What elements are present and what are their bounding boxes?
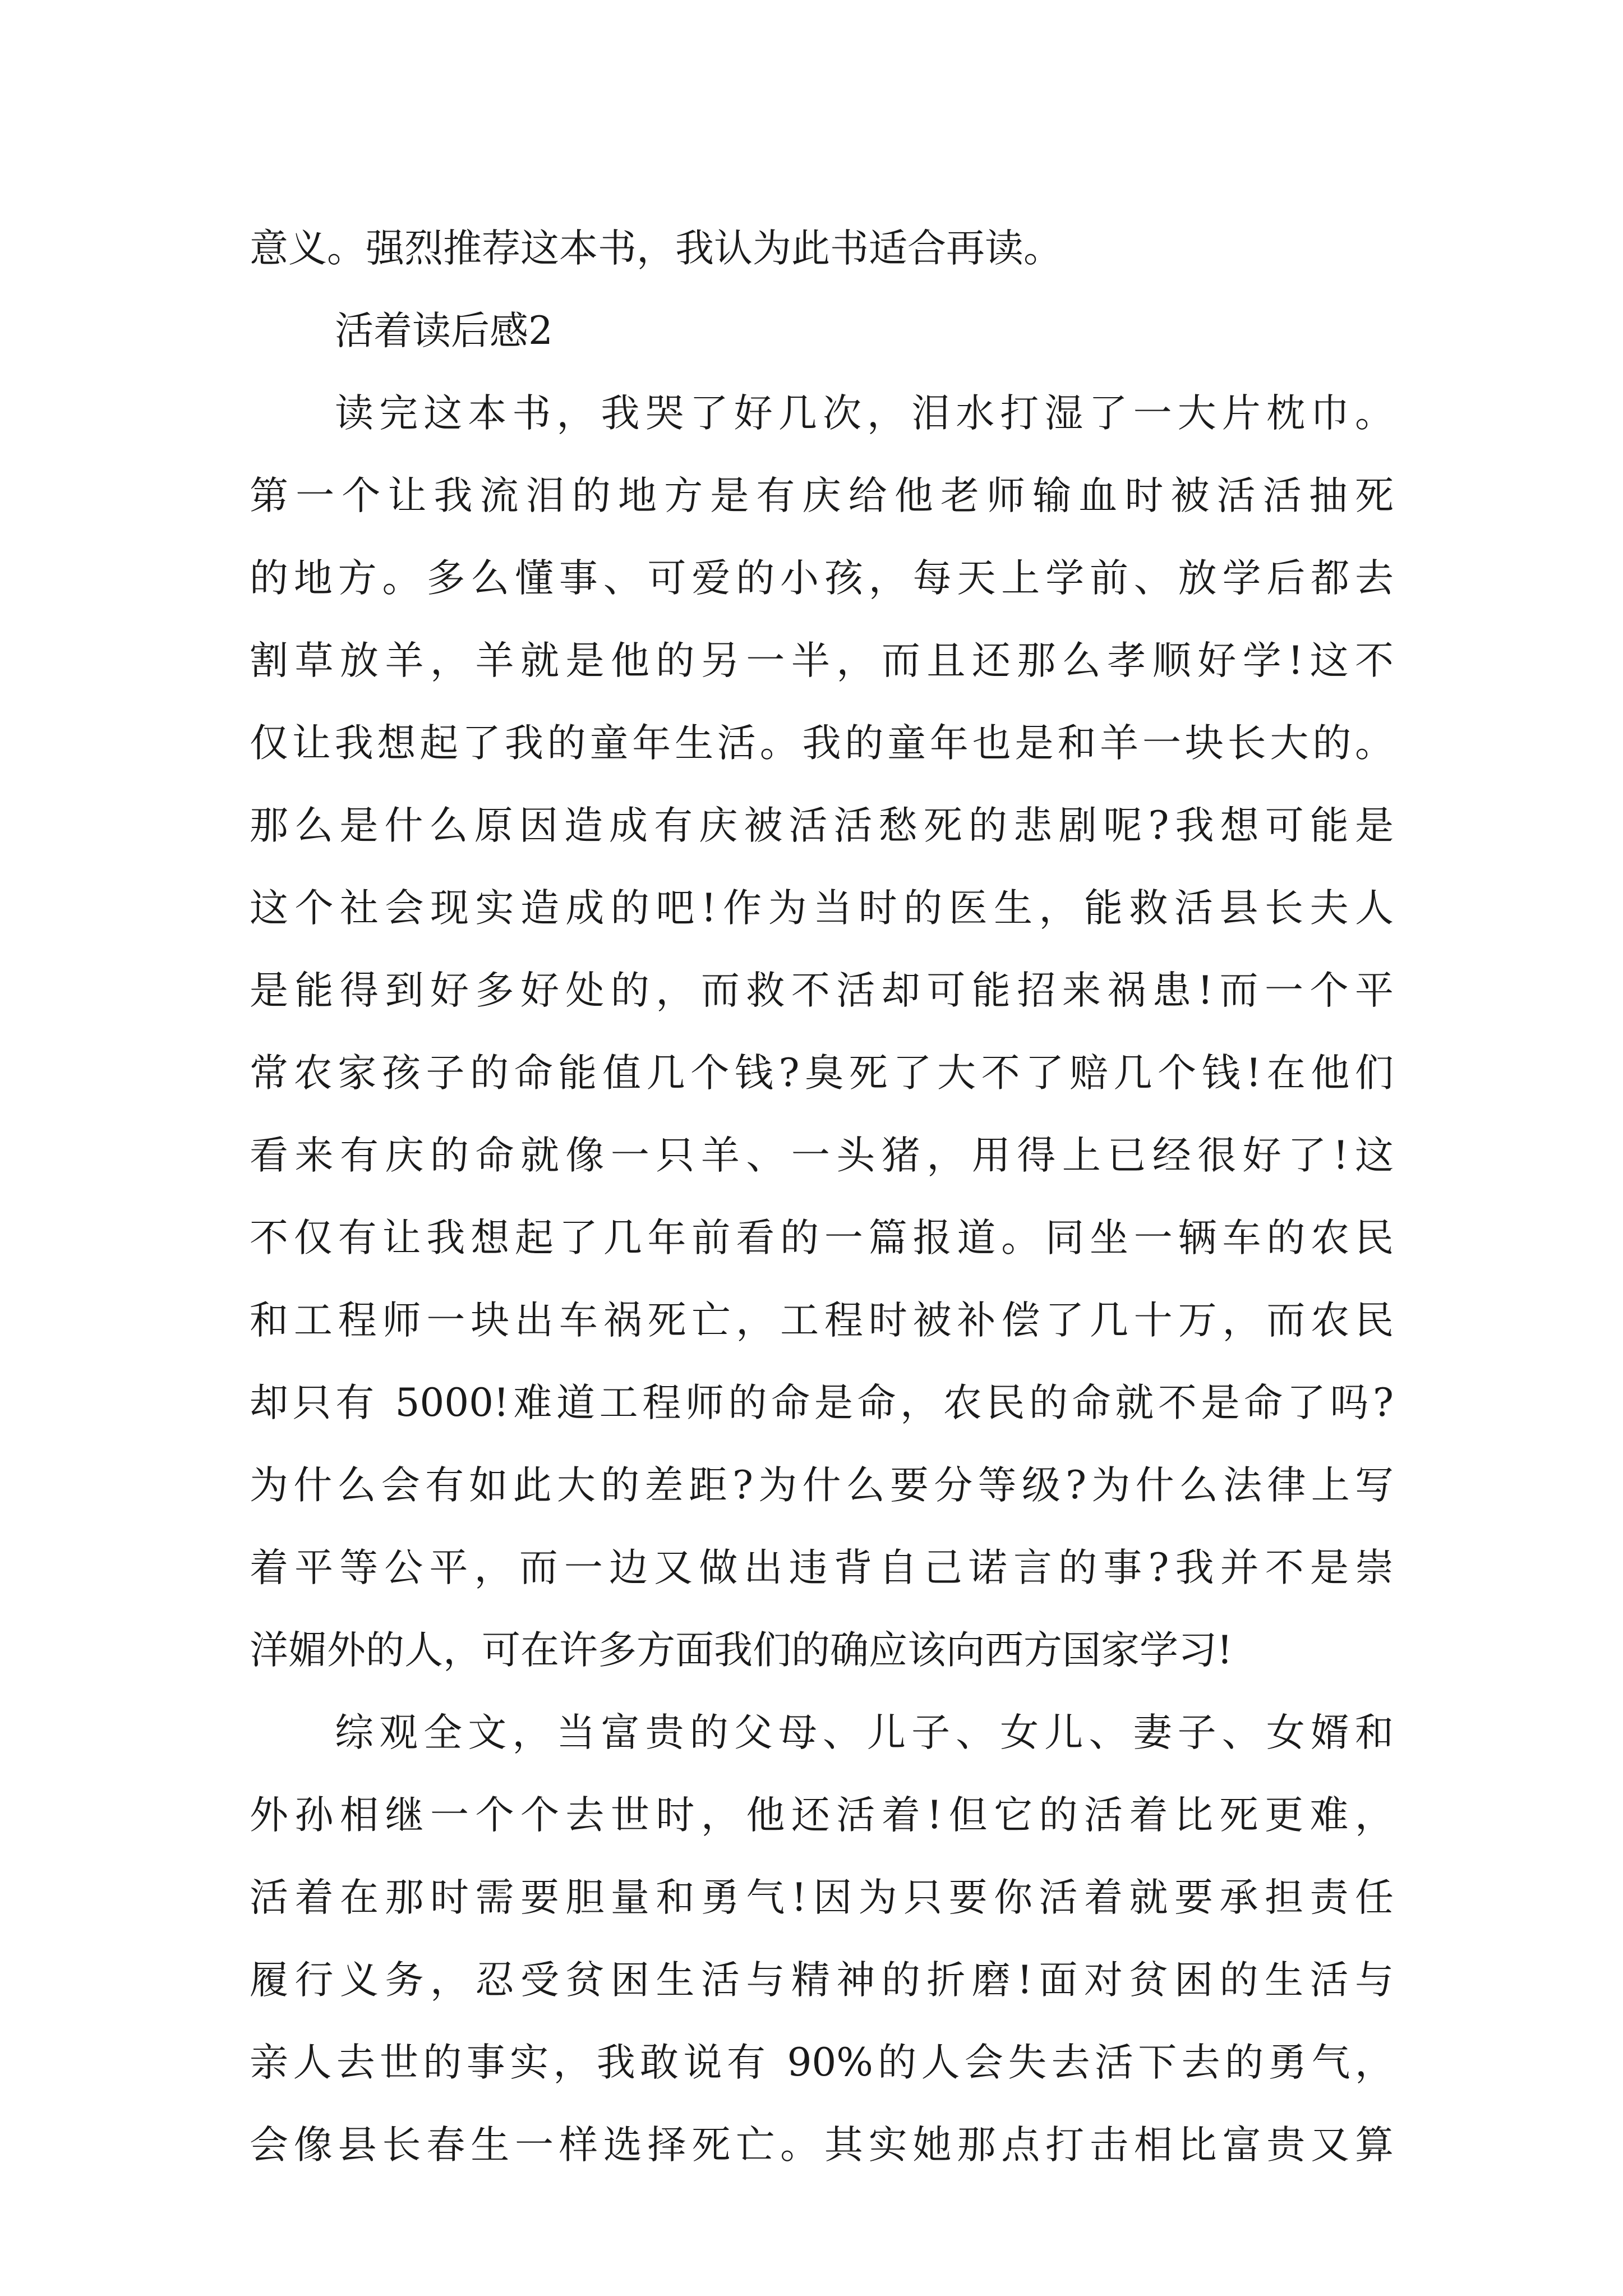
section-heading: 活着读后感2 [335, 309, 553, 353]
text-line: 这个社会现实造成的吧!作为当时的医生，能救活县长夫人 [250, 886, 1394, 931]
document-body [250, 208, 1394, 2187]
text-line: 活着在那时需要胆量和勇气!因为只要你活着就要承担责任 [250, 1875, 1394, 1920]
text-line: 亲人去世的事实，我敢说有 90%的人会失去活下去的勇气， [250, 2040, 1394, 2085]
text-line: 那么是什么原因造成有庆被活活愁死的悲剧呢?我想可能是 [250, 803, 1394, 848]
text-line: 常农家孩子的命能值几个钱?臭死了大不了赔几个钱!在他们 [250, 1051, 1394, 1096]
text-line: 外孙相继一个个去世时，他还活着!但它的活着比死更难， [250, 1793, 1394, 1838]
text-line: 读完这本书，我哭了好几次，泪水打湿了一大片枕巾。 [335, 391, 1394, 436]
text-line: 割草放羊，羊就是他的另一半，而且还那么孝顺好学!这不 [250, 638, 1394, 683]
text-line: 会像县长春生一样选择死亡。其实她那点打击相比富贵又算 [250, 2123, 1394, 2168]
text-line: 仅让我想起了我的童年生活。我的童年也是和羊一块长大的。 [250, 721, 1394, 766]
text-line: 第一个让我流泪的地方是有庆给他老师输血时被活活抽死 [250, 473, 1394, 518]
text-line: 的地方。多么懂事、可爱的小孩，每天上学前、放学后都去 [250, 556, 1394, 601]
text-line: 不仅有让我想起了几年前看的一篇报道。同坐一辆车的农民 [250, 1216, 1394, 1260]
text-line: 是能得到好多好处的，而救不活却可能招来祸患!而一个平 [250, 968, 1394, 1013]
text-line: 却只有 5000!难道工程师的命是命，农民的命就不是命了吗? [250, 1381, 1394, 1425]
text-line: 看来有庆的命就像一只羊、一头猪，用得上已经很好了!这 [250, 1133, 1394, 1178]
text-line: 意义。强烈推荐这本书，我认为此书适合再读。 [250, 226, 1062, 271]
text-line: 履行义务，忍受贫困生活与精神的折磨!面对贫困的生活与 [250, 1958, 1394, 2003]
text-line: 和工程师一块出车祸死亡，工程时被补偿了几十万，而农民 [250, 1298, 1394, 1343]
text-line: 为什么会有如此大的差距?为什么要分等级?为什么法律上写 [250, 1463, 1394, 1508]
text-line: 综观全文，当富贵的父母、儿子、女儿、妻子、女婿和 [335, 1710, 1394, 1755]
text-line: 着平等公平，而一边又做出违背自己诺言的事?我并不是崇 [250, 1545, 1394, 1590]
text-line: 洋媚外的人，可在许多方面我们的确应该向西方国家学习! [250, 1628, 1233, 1673]
